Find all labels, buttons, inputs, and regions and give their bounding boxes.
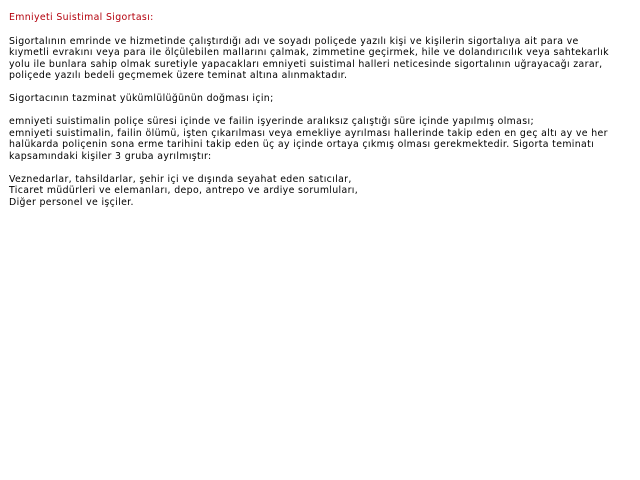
list-item: Veznedarlar, tahsildarlar, şehir içi ve dışında seyahat eden satıcılar, bbox=[9, 173, 352, 185]
text-line: kapsamındaki kişiler 3 gruba ayrılmıştır: bbox=[9, 150, 212, 162]
paragraph-liability-intro bbox=[9, 93, 633, 105]
text-line: emniyeti suistimalin, failin ölümü, işten çıkarılması veya emekliye ayrılması hallerinde takip eden en geç altı ay ve her bbox=[9, 127, 608, 139]
text-line: poliçede yazılı bedeli geçmemek üzere teminat altına alınmaktadır. bbox=[9, 70, 348, 81]
text-line: Sigortalının emrinde ve hizmetinde çalıştırdığı adı ve soyadı poliçede yazılı kişi ve kişilerin sigortalıya ait para ve bbox=[9, 35, 579, 47]
text-line: emniyeti suistimalin poliçe süresi içinde ve failin işyerinde aralıksız çalıştığı süre içinde yapılmış olması; bbox=[9, 116, 534, 127]
paragraph-groups bbox=[9, 174, 633, 209]
list-item: Ticaret müdürleri ve elemanları, depo, antrepo ve ardiye sorumluları, bbox=[9, 185, 359, 196]
list-item: Diğer personel ve işçiler. bbox=[9, 196, 134, 208]
text-line: yolu ile bunlara sahip olmak suretiyle yapacakları emniyeti suistimal halleri neticesinde sigortalının uğrayacağı zarar, bbox=[9, 58, 603, 70]
text-line: halükarda poliçenin sona erme tarihini takip eden üç ay içinde ortaya çıkmış olması gerekmektedir. Sigorta teminatı bbox=[9, 139, 595, 150]
paragraph-definition bbox=[9, 36, 633, 82]
text-line: kıymetli evrakını veya para ile ölçülebilen mallarını çalmak, zimmetine geçirmek, hile ve dolandırıcılık veya sahtekarlık bbox=[9, 47, 609, 58]
page-title: Emniyeti Suistimal Sigortası: bbox=[9, 12, 154, 23]
document bbox=[9, 12, 633, 220]
paragraph-conditions bbox=[9, 116, 633, 162]
text-line: Sigortacının tazminat yükümlülüğünün doğması için; bbox=[9, 93, 274, 104]
